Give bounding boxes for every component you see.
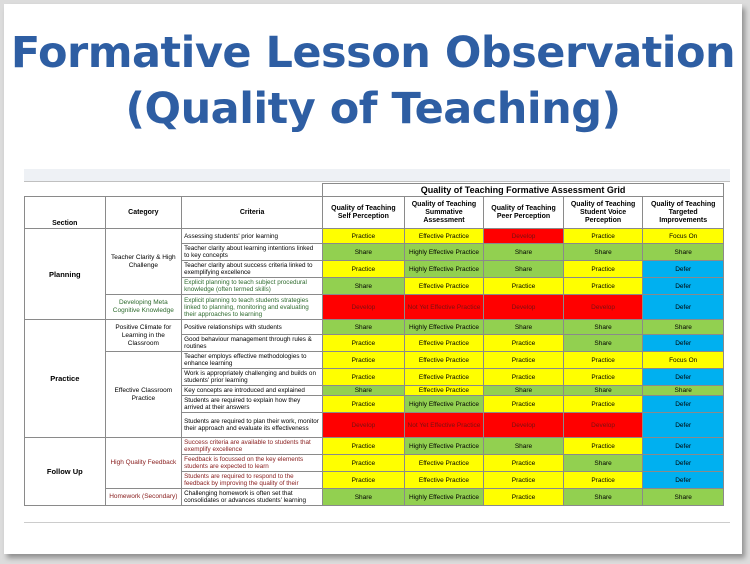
rating-cell-peer: Practice bbox=[484, 489, 564, 506]
column-header-strip bbox=[24, 169, 730, 182]
rating-cell-student: Practice bbox=[563, 352, 643, 369]
rating-cell-peer: Share bbox=[484, 438, 564, 455]
header-category: Category bbox=[105, 197, 182, 229]
criteria-cell: Students are required to explain how they arrived at their answers bbox=[182, 396, 323, 413]
rating-cell-peer: Practice bbox=[484, 335, 564, 352]
rating-cell-student: Practice bbox=[563, 438, 643, 455]
criteria-cell: Teacher clarity about learning intentions linked to key concepts bbox=[182, 244, 323, 261]
spreadsheet bbox=[24, 169, 730, 529]
category-cell: Homework (Secondary) bbox=[105, 489, 182, 506]
rating-cell-summative: Effective Practice bbox=[404, 335, 484, 352]
criteria-cell: Explicit planning to teach students strategies linked to planning, monitoring and evaluating their approaches to learning bbox=[182, 295, 323, 320]
rating-cell-targeted: Defer bbox=[643, 413, 724, 438]
rating-cell-self: Practice bbox=[323, 455, 405, 472]
rating-cell-student: Practice bbox=[563, 396, 643, 413]
rating-cell-student: Share bbox=[563, 489, 643, 506]
rating-cell-summative: Not Yet Effective Practice bbox=[404, 295, 484, 320]
rating-cell-peer: Develop bbox=[484, 229, 564, 244]
rating-cell-peer: Practice bbox=[484, 278, 564, 295]
rating-cell-peer: Practice bbox=[484, 396, 564, 413]
rating-cell-targeted: Focus On bbox=[643, 229, 724, 244]
rating-cell-self: Develop bbox=[323, 295, 405, 320]
rating-cell-summative: Not Yet Effective Practice bbox=[404, 413, 484, 438]
rating-cell-student: Share bbox=[563, 244, 643, 261]
rating-cell-student: Practice bbox=[563, 278, 643, 295]
header-targeted-improvements: Quality of Teaching Targeted Improvements bbox=[643, 197, 724, 229]
rating-cell-targeted: Defer bbox=[643, 278, 724, 295]
criteria-cell: Work is appropriately challenging and builds on students' prior learning bbox=[182, 369, 323, 386]
rating-cell-self: Practice bbox=[323, 261, 405, 278]
section-cell: Planning bbox=[25, 229, 106, 320]
header-peer-perception: Quality of Teaching Peer Perception bbox=[484, 197, 564, 229]
rating-cell-self: Share bbox=[323, 244, 405, 261]
rating-cell-self: Practice bbox=[323, 229, 405, 244]
rating-cell-student: Share bbox=[563, 386, 643, 396]
rating-cell-self: Share bbox=[323, 320, 405, 335]
rating-cell-targeted: Share bbox=[643, 489, 724, 506]
rating-cell-summative: Effective Practice bbox=[404, 472, 484, 489]
rating-cell-summative: Effective Practice bbox=[404, 278, 484, 295]
category-cell: Effective Classroom Practice bbox=[105, 352, 182, 438]
rating-cell-student: Develop bbox=[563, 295, 643, 320]
rating-cell-targeted: Share bbox=[643, 320, 724, 335]
rating-cell-student: Practice bbox=[563, 261, 643, 278]
rating-cell-student: Share bbox=[563, 320, 643, 335]
rating-cell-self: Share bbox=[323, 489, 405, 506]
rating-cell-peer: Practice bbox=[484, 472, 564, 489]
criteria-cell: Students are required to plan their work, monitor their approach and evaluate its effectiveness bbox=[182, 413, 323, 438]
criteria-cell: Feedback is focussed on the key elements students are expected to learn bbox=[182, 455, 323, 472]
header-criteria: Criteria bbox=[182, 197, 323, 229]
rating-cell-self: Practice bbox=[323, 352, 405, 369]
rating-cell-peer: Share bbox=[484, 386, 564, 396]
rating-cell-student: Practice bbox=[563, 369, 643, 386]
criteria-cell: Success criteria are available to students that exemplify excellence bbox=[182, 438, 323, 455]
slide-title-line1: Formative Lesson Observation bbox=[10, 28, 736, 78]
table-row bbox=[25, 438, 724, 455]
rating-cell-targeted: Defer bbox=[643, 472, 724, 489]
sheet-bottom bbox=[24, 522, 730, 529]
table-row bbox=[25, 320, 724, 335]
criteria-cell: Assessing students' prior learning bbox=[182, 229, 323, 244]
slide bbox=[4, 4, 742, 554]
rating-cell-targeted: Share bbox=[643, 386, 724, 396]
rating-cell-self: Practice bbox=[323, 472, 405, 489]
rating-cell-self: Share bbox=[323, 386, 405, 396]
rating-cell-self: Practice bbox=[323, 335, 405, 352]
rating-cell-summative: Highly Effective Practice bbox=[404, 489, 484, 506]
category-cell: Positive Climate for Learning in the Classroom bbox=[105, 320, 182, 352]
rating-cell-summative: Effective Practice bbox=[404, 352, 484, 369]
rating-cell-self: Practice bbox=[323, 438, 405, 455]
criteria-cell: Explicit planning to teach subject procedural knowledge (often termed skills) bbox=[182, 278, 323, 295]
slide-title-line2: (Quality of Teaching) bbox=[125, 84, 621, 134]
table-row bbox=[25, 352, 724, 369]
rating-cell-self: Share bbox=[323, 278, 405, 295]
rating-cell-self: Practice bbox=[323, 369, 405, 386]
header-section: Section bbox=[25, 197, 106, 229]
rating-cell-targeted: Defer bbox=[643, 396, 724, 413]
criteria-cell: Good behaviour management through rules & routines bbox=[182, 335, 323, 352]
rating-cell-targeted: Share bbox=[643, 244, 724, 261]
rating-cell-targeted: Defer bbox=[643, 335, 724, 352]
header-student-voice: Quality of Teaching Student Voice Perception bbox=[563, 197, 643, 229]
rating-cell-summative: Effective Practice bbox=[404, 229, 484, 244]
rating-cell-self: Practice bbox=[323, 396, 405, 413]
header-summative: Quality of Teaching Summative Assessment bbox=[404, 197, 484, 229]
category-cell: Teacher Clarity & High Challenge bbox=[105, 229, 182, 295]
criteria-cell: Teacher clarity about success criteria linked to exemplifying excellence bbox=[182, 261, 323, 278]
section-cell: Follow Up bbox=[25, 438, 106, 506]
rating-cell-peer: Practice bbox=[484, 455, 564, 472]
header-self-perception: Quality of Teaching Self Perception bbox=[323, 197, 405, 229]
rating-cell-peer: Share bbox=[484, 320, 564, 335]
rating-cell-student: Share bbox=[563, 335, 643, 352]
rating-cell-student: Share bbox=[563, 455, 643, 472]
rating-cell-summative: Highly Effective Practice bbox=[404, 438, 484, 455]
rating-cell-self: Develop bbox=[323, 413, 405, 438]
rating-cell-targeted: Defer bbox=[643, 369, 724, 386]
grid-body bbox=[25, 229, 724, 506]
rating-cell-summative: Highly Effective Practice bbox=[404, 320, 484, 335]
table-row bbox=[25, 489, 724, 506]
rating-cell-summative: Effective Practice bbox=[404, 386, 484, 396]
rating-cell-targeted: Defer bbox=[643, 438, 724, 455]
category-cell: Developing Meta Cognitive Knowledge bbox=[105, 295, 182, 320]
table-row bbox=[25, 295, 724, 320]
grid-title: Quality of Teaching Formative Assessment Grid bbox=[323, 184, 724, 197]
assessment-grid bbox=[24, 183, 724, 506]
rating-cell-targeted: Defer bbox=[643, 455, 724, 472]
rating-cell-targeted: Focus On bbox=[643, 352, 724, 369]
rating-cell-peer: Practice bbox=[484, 369, 564, 386]
rating-cell-peer: Develop bbox=[484, 413, 564, 438]
rating-cell-summative: Highly Effective Practice bbox=[404, 244, 484, 261]
section-cell: Practice bbox=[25, 320, 106, 438]
category-cell: High Quality Feedback bbox=[105, 438, 182, 489]
rating-cell-summative: Effective Practice bbox=[404, 369, 484, 386]
rating-cell-targeted: Defer bbox=[643, 261, 724, 278]
rating-cell-student: Practice bbox=[563, 472, 643, 489]
rating-cell-summative: Effective Practice bbox=[404, 455, 484, 472]
rating-cell-peer: Share bbox=[484, 244, 564, 261]
table-row bbox=[25, 229, 724, 244]
criteria-cell: Students are required to respond to the feedback by improving the quality of their bbox=[182, 472, 323, 489]
rating-cell-peer: Share bbox=[484, 261, 564, 278]
rating-cell-summative: Highly Effective Practice bbox=[404, 396, 484, 413]
rating-cell-student: Develop bbox=[563, 413, 643, 438]
criteria-cell: Key concepts are introduced and explained bbox=[182, 386, 323, 396]
rating-cell-targeted: Defer bbox=[643, 295, 724, 320]
rating-cell-summative: Highly Effective Practice bbox=[404, 261, 484, 278]
rating-cell-student: Practice bbox=[563, 229, 643, 244]
criteria-cell: Positive relationships with students bbox=[182, 320, 323, 335]
rating-cell-peer: Practice bbox=[484, 352, 564, 369]
criteria-cell: Challenging homework is often set that consolidates or advances students' learning bbox=[182, 489, 323, 506]
criteria-cell: Teacher employs effective methodologies to enhance learning bbox=[182, 352, 323, 369]
rating-cell-peer: Develop bbox=[484, 295, 564, 320]
